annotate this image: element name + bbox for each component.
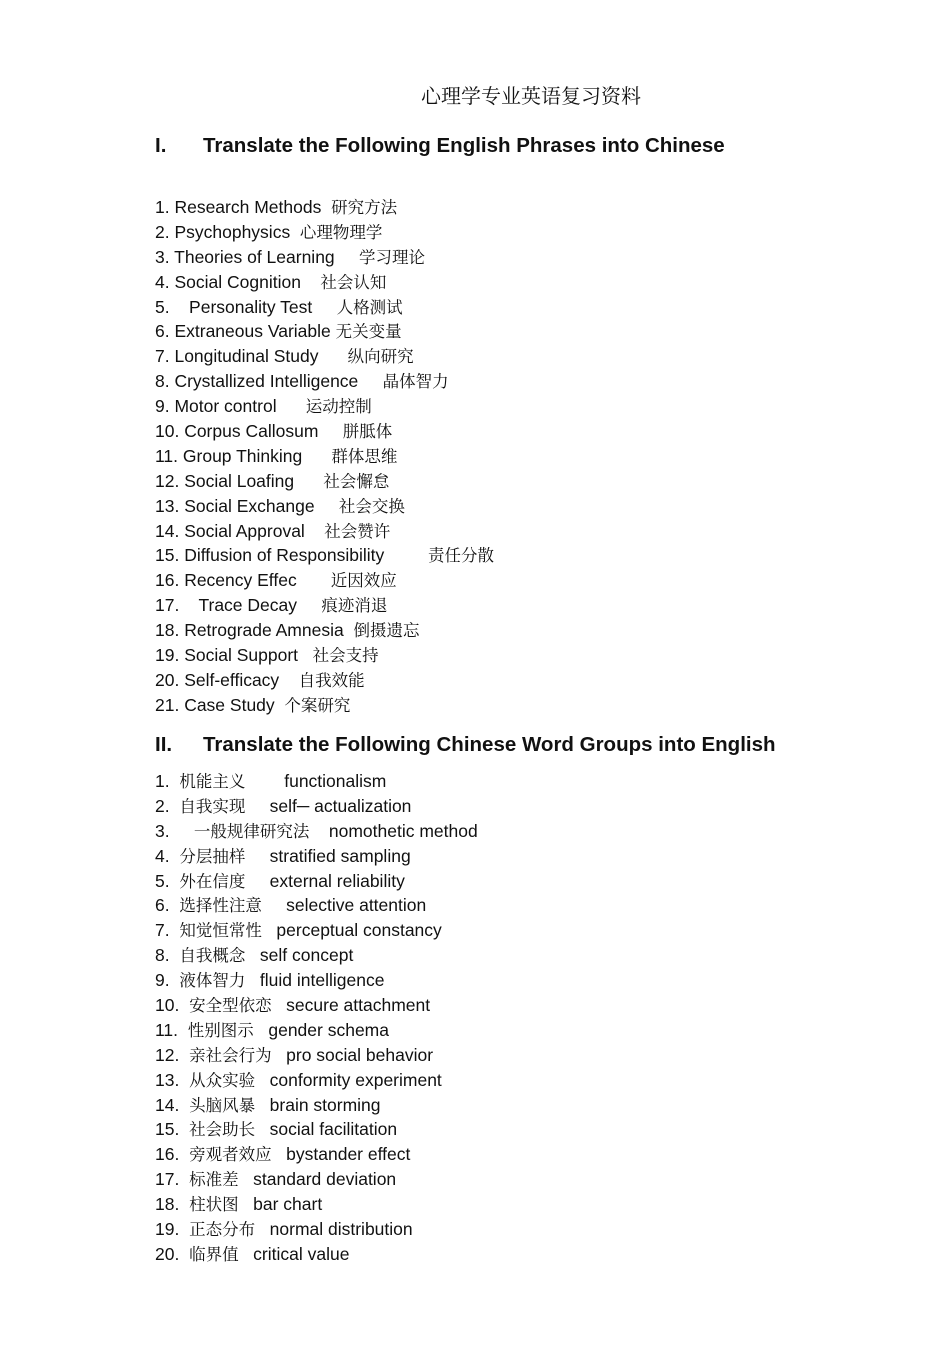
- list-item: 6. Extraneous Variable 无关变量: [155, 321, 402, 342]
- list-item: 6. 选择性注意 selective attention: [155, 895, 427, 916]
- list-item: 14. Social Approval 社会赞许: [155, 520, 391, 541]
- list-item: 15. Diffusion of Responsibility 责任分散: [155, 545, 495, 566]
- phrase-list-zh-to-en: [155, 769, 478, 1267]
- list-item: 20. Self-efficacy 自我效能: [155, 669, 365, 690]
- list-item: 5. Personality Test 人格测试: [155, 296, 403, 317]
- section-heading-2: [155, 733, 776, 757]
- list-item: 4. Social Cognition 社会认知: [155, 271, 387, 292]
- list-item: 17. 标准差 standard deviation: [155, 1169, 397, 1190]
- section-title: Translate the Following Chinese Word Groups into English: [203, 733, 776, 756]
- list-item: 15. 社会助长 social facilitation: [155, 1119, 398, 1140]
- list-item: 16. Recency Effec 近因效应: [155, 570, 397, 591]
- list-item: 19. Social Support 社会支持: [155, 645, 379, 666]
- section-heading-1: [155, 134, 725, 158]
- list-item: 20. 临界值 critical value: [155, 1243, 350, 1264]
- list-item: 7. 知觉恒常性 perceptual constancy: [155, 920, 442, 941]
- list-item: 5. 外在信度 external reliability: [155, 870, 405, 891]
- list-item: 1. 机能主义 functionalism: [155, 771, 387, 791]
- list-item: 11. Group Thinking 群体思维: [155, 445, 398, 466]
- list-item: 11. 性别图示 gender schema: [155, 1019, 389, 1040]
- section-number: II.: [155, 733, 173, 756]
- list-item: 3. 一般规律研究法 nomothetic method: [155, 820, 478, 841]
- list-item: 12. 亲社会行为 pro social behavior: [155, 1044, 434, 1065]
- phrase-list-en-to-zh: [155, 195, 494, 718]
- list-item: 13. Social Exchange 社会交换: [155, 495, 405, 516]
- list-item: 16. 旁观者效应 bystander effect: [155, 1144, 411, 1165]
- section-title: Translate the Following English Phrases into Chinese: [203, 134, 725, 157]
- list-item: 9. 液体智力 fluid intelligence: [155, 970, 385, 991]
- list-item: 7. Longitudinal Study 纵向研究: [155, 346, 414, 367]
- section-number: I.: [155, 134, 167, 157]
- list-item: 18. Retrograde Amnesia 倒摄遗忘: [155, 620, 420, 641]
- list-item: 19. 正态分布 normal distribution: [155, 1219, 413, 1240]
- list-item: 13. 从众实验 conformity experiment: [155, 1069, 442, 1090]
- list-item: 2. Psychophysics 心理物理学: [155, 221, 383, 242]
- list-item: 17. Trace Decay 痕迹消退: [155, 595, 388, 616]
- list-item: 4. 分层抽样 stratified sampling: [155, 845, 411, 866]
- list-item: 8. 自我概念 self concept: [155, 945, 354, 966]
- list-item: 18. 柱状图 bar chart: [155, 1194, 323, 1215]
- list-item: 10. 安全型依恋 secure attachment: [155, 995, 431, 1016]
- list-item: 9. Motor control 运动控制: [155, 396, 372, 417]
- list-item: 1. Research Methods 研究方法: [155, 197, 398, 217]
- list-item: 21. Case Study 个案研究: [155, 694, 351, 715]
- list-item: 2. 自我实现 self─ actualization: [155, 795, 412, 816]
- list-item: 8. Crystallized Intelligence 晶体智力: [155, 371, 449, 392]
- list-item: 3. Theories of Learning 学习理论: [155, 246, 425, 267]
- document-title: 心理学专业英语复习资料: [421, 84, 641, 108]
- list-item: 10. Corpus Callosum 胼胝体: [155, 421, 393, 442]
- list-item: 12. Social Loafing 社会懈怠: [155, 470, 390, 491]
- list-item: 14. 头脑风暴 brain storming: [155, 1094, 381, 1115]
